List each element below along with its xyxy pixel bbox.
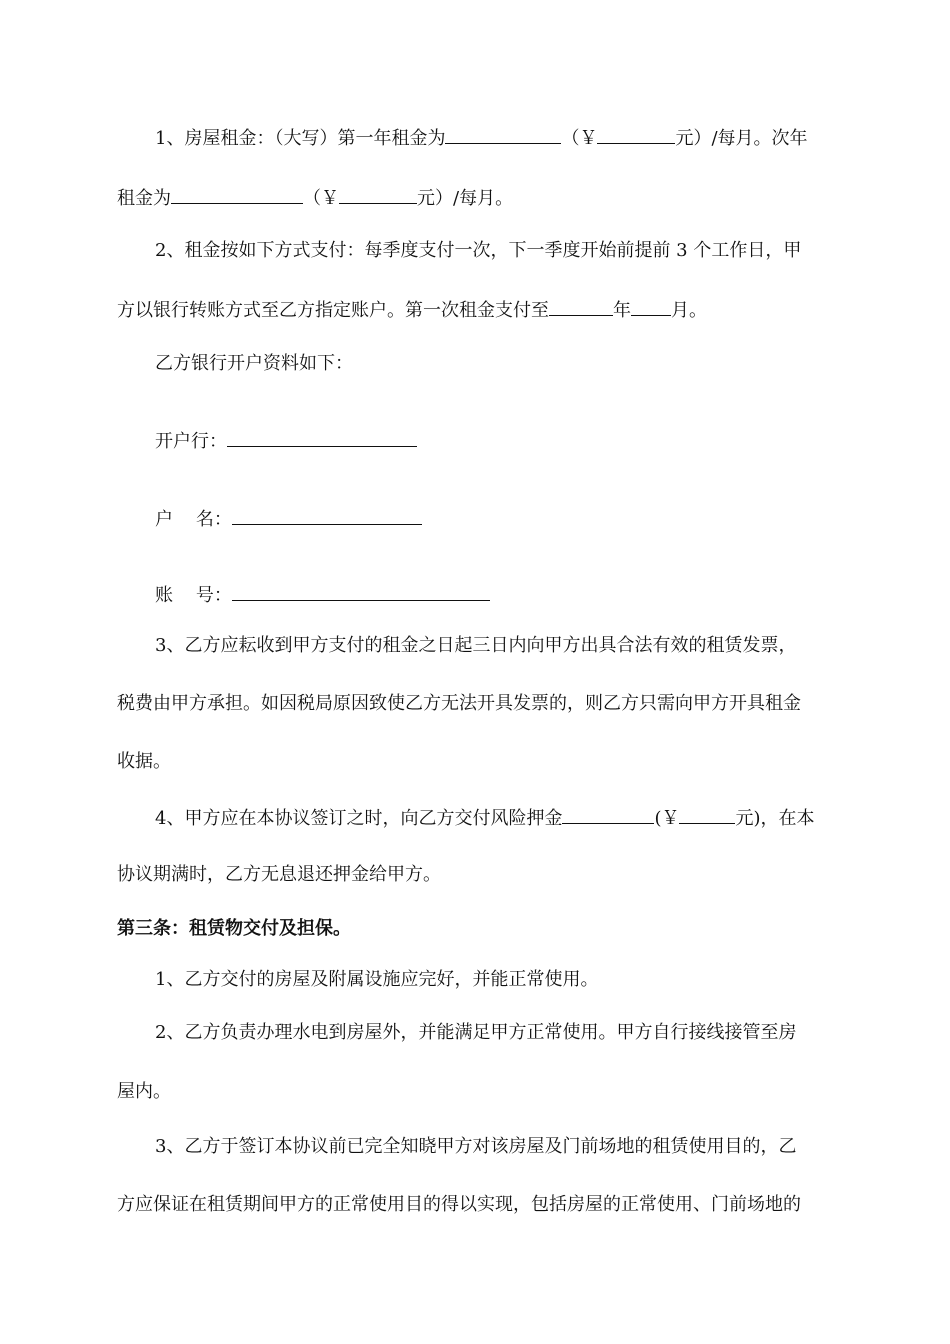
bank-name-field[interactable] (227, 428, 417, 447)
deposit-amount-blank[interactable] (679, 805, 735, 824)
account-number-row (155, 582, 490, 608)
invoice-line-2: 税费由甲方承担。如因税局原因致使乙方无法开具发票的，则乙方只需向甲方开具租金 (117, 693, 801, 714)
section-3-item-3-line-1: 3、乙方于签订本协议前已完全知晓甲方对该房屋及门前场地的租赁使用目的，乙 (155, 1136, 797, 1157)
deposit-line-2: 协议期满时，乙方无息退还押金给甲方。 (117, 864, 441, 885)
account-number-label: 账 号： (155, 585, 232, 606)
deposit-unit-text: 元)，在本 (735, 808, 815, 829)
deposit-text: 4、甲方应在本协议签订之时，向乙方交付风险押金 (155, 808, 563, 829)
invoice-line-3: 收据。 (117, 751, 171, 772)
deposit-uppercase-blank[interactable] (562, 805, 654, 824)
rent-line-2 (117, 185, 513, 211)
deposit-rmb-open: (￥ (654, 808, 680, 829)
payment-month-blank[interactable] (631, 297, 671, 316)
payment-line-2 (117, 297, 707, 323)
month-text: 月。 (671, 300, 707, 321)
payment-year-blank[interactable] (549, 297, 613, 316)
rent-label: 1、房屋租金：（大写）第一年租金为 (155, 128, 446, 149)
section-3-item-3-line-2: 方应保证在租赁期间甲方的正常使用目的得以实现，包括房屋的正常使用、门前场地的 (117, 1194, 801, 1215)
payment-line-1: 2、租金按如下方式支付：每季度支付一次，下一季度开始前提前 3 个工作日，甲 (155, 240, 802, 261)
rent-next-year-amount-blank[interactable] (339, 185, 417, 204)
rent-first-year-amount-blank[interactable] (597, 125, 675, 144)
section-3-heading: 第三条：租赁物交付及担保。 (117, 918, 351, 939)
rent-unit-text: 元）/每月。次年 (675, 128, 808, 149)
section-3-item-2-line-2: 屋内。 (117, 1081, 171, 1102)
deposit-line-1 (155, 805, 815, 831)
invoice-line-1: 3、乙方应耘收到甲方支付的租金之日起三日内向甲方出具合法有效的租赁发票， (155, 635, 797, 656)
bank-info-intro: 乙方银行开户资料如下： (155, 353, 353, 374)
bank-name-label: 开户行： (155, 431, 227, 452)
next-year-label: 租金为 (117, 188, 171, 209)
payment-text: 方以银行转账方式至乙方指定账户。第一次租金支付至 (117, 300, 549, 321)
section-3-item-2-line-1: 2、乙方负责办理水电到房屋外，并能满足甲方正常使用。甲方自行接线接管至房 (155, 1022, 797, 1043)
rent-next-year-blank[interactable] (171, 185, 303, 204)
account-name-row (155, 506, 422, 532)
rent-unit-text-2: 元）/每月。 (417, 188, 514, 209)
rent-first-year-blank[interactable] (445, 125, 561, 144)
account-name-label: 户 名： (155, 509, 232, 530)
section-3-item-1: 1、乙方交付的房屋及附属设施应完好，并能正常使用。 (155, 969, 599, 990)
rmb-open: （￥ (561, 128, 598, 149)
account-name-field[interactable] (232, 506, 422, 525)
year-text: 年 (613, 300, 631, 321)
account-number-field[interactable] (232, 582, 490, 601)
bank-name-row (155, 428, 417, 454)
rent-line-1 (155, 125, 808, 151)
rmb-open-2: （￥ (303, 188, 339, 209)
